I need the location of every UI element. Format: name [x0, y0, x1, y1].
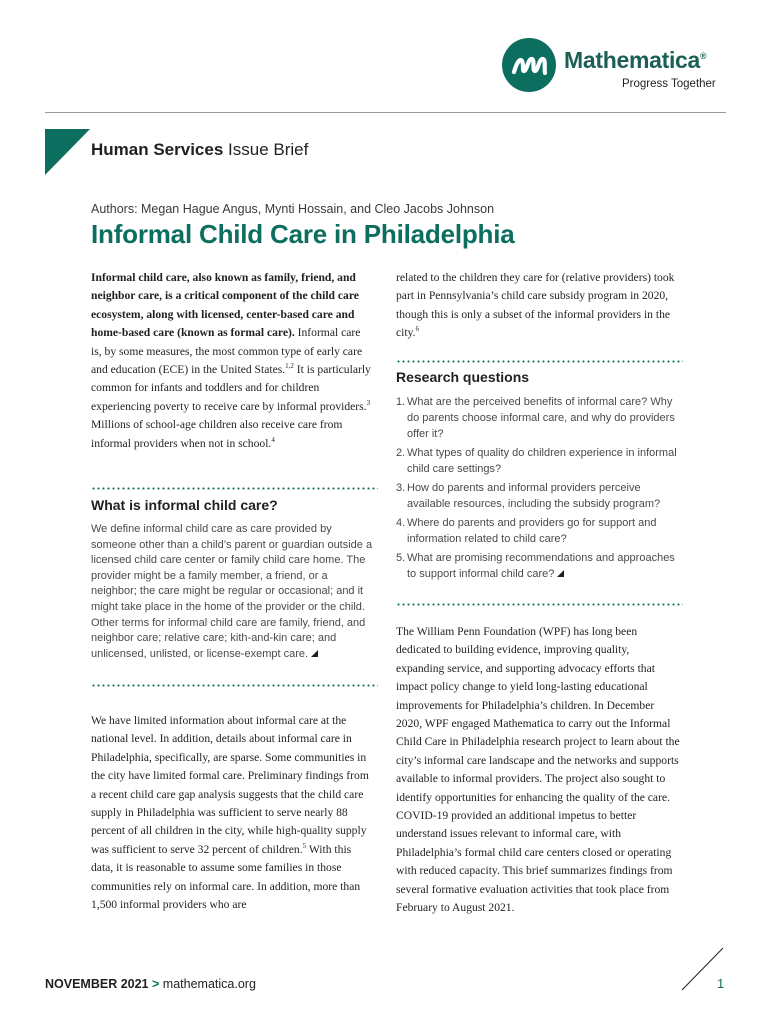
- footer-link[interactable]: mathematica.org: [162, 977, 256, 991]
- series-rest: Issue Brief: [223, 140, 309, 159]
- logo-name: Mathematica: [564, 47, 701, 73]
- list-item-number: 3.: [396, 482, 406, 494]
- logo-tagline: Progress Together: [622, 78, 716, 90]
- limited-info-text-2: With this data, it is reasonable to assume some families in those communities rely on informal care. In addition, more than 1,500 informal providers who are: [91, 842, 361, 912]
- list-item: [396, 515, 681, 547]
- research-questions-heading: Research questions: [396, 369, 530, 385]
- footnote-ref: 1,2: [285, 362, 294, 371]
- footer: [45, 977, 256, 991]
- list-item-number: 4.: [396, 517, 406, 529]
- mathematica-m-icon: [502, 38, 556, 92]
- continued-text: related to the children they care for (relative providers) took part in Pennsylvania’s child care subsidy program in 2020, though this is only a subset of the informal providers in the city.: [396, 271, 675, 340]
- list-item: [396, 445, 681, 477]
- dotted-divider: [91, 487, 378, 490]
- series-bold: Human Services: [91, 140, 224, 159]
- dotted-divider: [396, 603, 683, 606]
- continued-paragraph: [396, 269, 678, 343]
- list-item: [396, 394, 681, 442]
- wpf-paragraph: The William Penn Foundation (WPF) has long been dedicated to building evidence, improving quality, expanding service, and supporting advocacy efforts that impact policy change to yield long-lasting educational improvements for Philadelphia’s children. In December 2020, WPF engaged Mathematica to carry out the Informal Child Care in Philadelphia research project to learn about the city’s informal care landscape and the networks and supports available to informal providers. The project also sought to identify opportunities for enhancing the quality of the care. COVID-19 provided an additional impetus to better understand issues relevant to informal care, with Philadelphia’s formal child care centers closed or operating with reduced capacity. This brief summarizes findings from several formative evaluation activities that took place from February to August 2021.: [396, 625, 680, 915]
- dotted-divider: [91, 684, 378, 687]
- footnote-ref: 5: [302, 841, 307, 850]
- list-item-text: What types of quality do children experience in informal child care settings?: [407, 447, 677, 475]
- intro-text-2: It is particularly common for infants and toddlers and for children experiencing poverty to receive care by informal providers.: [91, 363, 371, 413]
- limited-info-paragraph: [91, 712, 373, 914]
- list-item-text: What are promising recommendations and approaches to support informal child care?: [407, 552, 675, 580]
- what-is-text: We define informal child care as care provided by someone other than a child’s parent or guardian outside a licensed child care center or family child care home. The provider might be a family member, a friend, or a neighbor; the care might be regular or occasional; and it might take place in the home of the provider or the child. Other terms for informal child care are family, friend, and neighbor care; relative care; kith-and-kin care; and unlicensed, unlisted, or license-exempt care.: [91, 523, 373, 660]
- footer-date: NOVEMBER 2021: [45, 977, 149, 991]
- what-is-heading: What is informal child care?: [91, 497, 278, 513]
- page-number: 1: [717, 976, 725, 991]
- end-mark-icon: [557, 570, 564, 577]
- list-item-number: 2.: [396, 447, 406, 459]
- dotted-divider: [396, 360, 683, 363]
- intro-text-3: Millions of school-age children also receive care from informal providers when not in school.: [91, 418, 343, 450]
- list-item-text: How do parents and informal providers perceive available resources, including the subsidy program?: [407, 482, 661, 510]
- list-item-text: What are the perceived benefits of informal care? Why do parents choose informal care, and why do providers offer it?: [407, 396, 675, 440]
- research-questions-list: [396, 394, 681, 582]
- list-item-number: 1.: [396, 396, 406, 408]
- corner-triangle-decoration: [45, 129, 90, 175]
- footnote-ref: 3: [366, 398, 371, 407]
- what-is-body: [91, 522, 373, 662]
- end-mark-icon: [311, 650, 318, 657]
- intro-lead: Informal child care, also known as family, friend, and neighbor care, is a critical component of the child care ecosystem, along with licensed, center-based care and home-based care (known as formal care).: [91, 271, 359, 340]
- intro-paragraph: [91, 269, 373, 453]
- footnote-ref: 4: [271, 435, 275, 444]
- intro-text-1: Informal care is, by some measures, the most common type of early care and education (ECE) in the United States.: [91, 326, 363, 377]
- authors-line: Authors: Megan Hague Angus, Mynti Hossain, and Cleo Jacobs Johnson: [91, 202, 495, 216]
- registered-mark: ®: [700, 51, 707, 61]
- footnote-ref: 6: [415, 325, 420, 334]
- list-item: [396, 480, 681, 512]
- logo-wordmark: [564, 47, 706, 74]
- list-item-number: 5.: [396, 552, 406, 564]
- list-item-text: Where do parents and providers go for support and information related to child care?: [407, 517, 657, 545]
- header-divider: [45, 112, 726, 113]
- mathematica-logo: [502, 38, 742, 96]
- brief-series: [91, 140, 308, 160]
- footer-arrow: >: [152, 977, 160, 991]
- limited-info-text-1: We have limited information about informal care at the national level. In addition, details about informal care in Philadelphia, specifically, are sparse. Some communities in the city have limited formal care. Preliminary findings from a recent child care gap analysis suggests that the child care supply in Philadelphia was sufficient to serve nearly 88 percent of all children in the city, while high-quality supply was sufficient to serve 32 percent of children.: [91, 714, 369, 856]
- page-title: Informal Child Care in Philadelphia: [91, 219, 515, 249]
- list-item: [396, 550, 681, 582]
